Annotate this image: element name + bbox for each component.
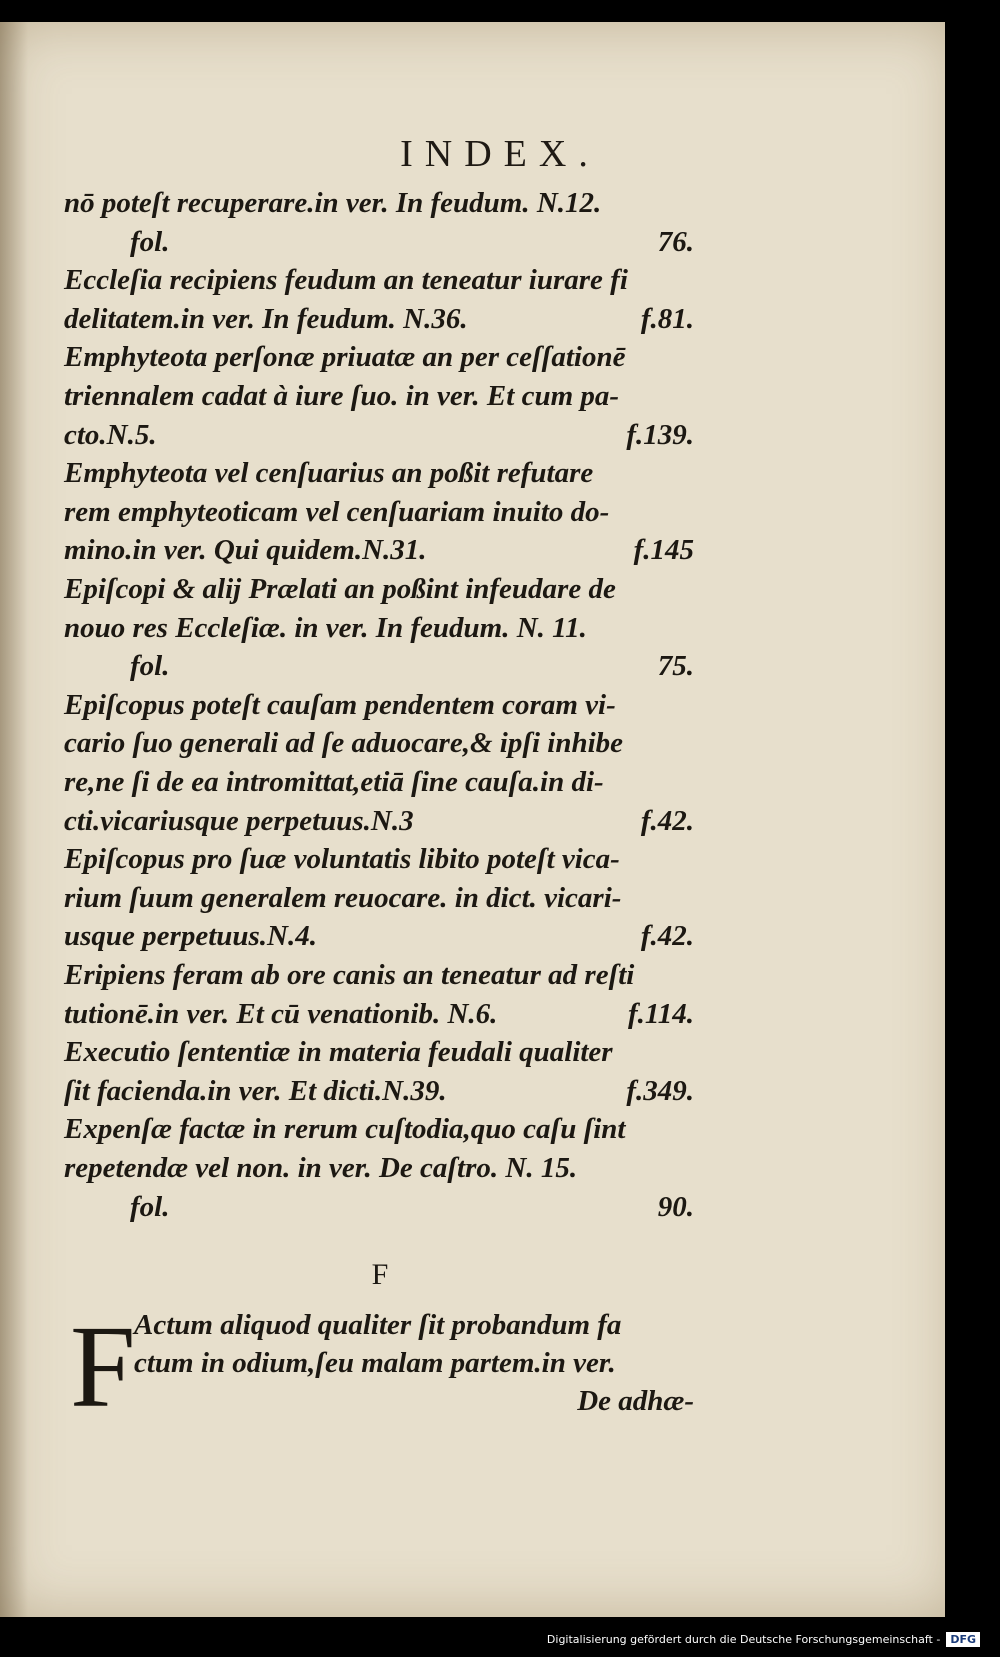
index-line: [64, 879, 694, 917]
index-line: [64, 1188, 694, 1226]
f-entry-text: ctum in odium,ſeu malam partem.in ver.: [134, 1347, 616, 1379]
index-line-folio: f.81.: [640, 302, 694, 335]
index-line-text: rium ſuum generalem reuocare. in dict. vicari-: [64, 881, 622, 914]
index-line-text: re,ne ſi de ea intromittat,etiā ſine cauſa.in di-: [64, 766, 604, 798]
index-line: [64, 1149, 694, 1187]
index-line-text: Executio ſententiæ in materia feudali qualiter: [64, 1036, 613, 1069]
footer-bar: [0, 1617, 1000, 1657]
index-line-folio: f.349.: [626, 1074, 694, 1107]
index-line-text: repetendæ vel non. in ver. De caſtro. N. 15.: [64, 1152, 578, 1184]
index-line: [64, 917, 694, 955]
f-entry-line-2: [134, 1344, 694, 1382]
index-line-text: fol.: [130, 225, 170, 258]
index-line-text: nouo res Eccleſiæ. in ver. In feudum. N. 11.: [64, 611, 587, 644]
dfg-logo: DFG: [946, 1632, 980, 1647]
index-line: [64, 840, 694, 878]
index-line-text: triennalem cadat à iure ſuo. in ver. Et cum pa-: [64, 380, 620, 412]
index-line-text: mino.in ver. Qui quidem.N.31.: [64, 534, 427, 567]
index-line-folio: 76.: [657, 225, 694, 258]
index-line: [64, 377, 694, 415]
index-line-text: cario ſuo generali ad ſe aduocare,& ipſi inhibe: [64, 727, 624, 760]
index-line: [64, 1072, 694, 1110]
index-line: [64, 763, 694, 801]
index-line-folio: f.145: [633, 534, 694, 567]
index-line-text: delitatem.in ver. In feudum. N.36.: [64, 302, 468, 335]
index-line: [64, 184, 694, 222]
f-entry-line-3: [134, 1382, 694, 1420]
index-line-text: Epiſcopus pro ſuæ voluntatis libito poteſt vica-: [64, 843, 620, 876]
index-line-text: rem emphyteoticam vel cenſuariam inuito do-: [64, 495, 610, 528]
footer-credit: [547, 1632, 980, 1647]
index-line-text: fol.: [130, 650, 170, 683]
index-line: [64, 416, 694, 454]
index-line: [64, 338, 694, 376]
index-line-text: Eripiens feram ab ore canis an teneatur ad reſti: [64, 959, 635, 991]
footer-credit-text: Digitalisierung gefördert durch die Deutsche Forschungsgemeinschaft -: [546, 1633, 941, 1646]
index-line-text: nō poteſt recuperare.in ver. In feudum. N.12.: [64, 187, 602, 219]
index-line: [64, 261, 694, 299]
index-line: [64, 802, 694, 840]
index-line-folio: f.139.: [626, 418, 694, 451]
index-line: [64, 531, 694, 569]
page-edge: [945, 22, 970, 1617]
index-line: [64, 1033, 694, 1071]
index-line-text: Epiſcopi & alij Prælati an poßint infeudare de: [64, 573, 616, 605]
drop-cap: F: [70, 1301, 136, 1432]
index-line-text: Emphyteota perſonæ priuatæ an per ceſſationē: [64, 341, 626, 374]
index-line: [64, 300, 694, 338]
section-letter: F: [371, 1258, 389, 1291]
page-header: INDEX.: [400, 133, 600, 175]
index-line-text: Emphyteota vel cenſuarius an poßit refutare: [64, 457, 594, 490]
index-line-text: cti.vicariusque perpetuus.N.3: [64, 804, 414, 837]
f-entry-text: De adhæ-: [577, 1385, 694, 1417]
index-line-text: cto.N.5.: [64, 418, 157, 451]
index-line-text: ſit facienda.in ver. Et dicti.N.39.: [64, 1074, 447, 1107]
index-line-folio: 90.: [657, 1190, 694, 1223]
index-line: [64, 686, 694, 724]
index-line: [64, 609, 694, 647]
index-line-folio: f.114.: [627, 997, 694, 1030]
f-entry-text: Actum aliquod qualiter ſit probandum fa: [134, 1309, 622, 1341]
index-line-text: tutionē.in ver. Et cū venationib. N.6.: [64, 997, 498, 1030]
page-gutter-shadow: [0, 22, 28, 1617]
index-line-folio: f.42.: [640, 804, 694, 837]
index-line: [64, 493, 694, 531]
index-line: [64, 454, 694, 492]
index-line-text: Expenſæ factæ in rerum cuſtodia,quo caſu ſint: [64, 1113, 626, 1146]
index-line: [64, 956, 694, 994]
index-line: [64, 647, 694, 685]
index-line: [64, 570, 694, 608]
index-line-text: Epiſcopus poteſt cauſam pendentem coram vi-: [64, 688, 616, 721]
index-line-text: fol.: [130, 1190, 170, 1223]
index-line-folio: 75.: [657, 650, 694, 683]
index-line-folio: f.42.: [640, 920, 694, 953]
index-line-text: usque perpetuus.N.4.: [64, 920, 317, 953]
index-line: [64, 995, 694, 1033]
index-line: [64, 724, 694, 762]
f-entry-line-1: [134, 1306, 694, 1344]
index-line-text: Eccleſia recipiens feudum an teneatur iurare fi: [64, 264, 628, 297]
index-line: [64, 223, 694, 261]
index-line: [64, 1110, 694, 1148]
